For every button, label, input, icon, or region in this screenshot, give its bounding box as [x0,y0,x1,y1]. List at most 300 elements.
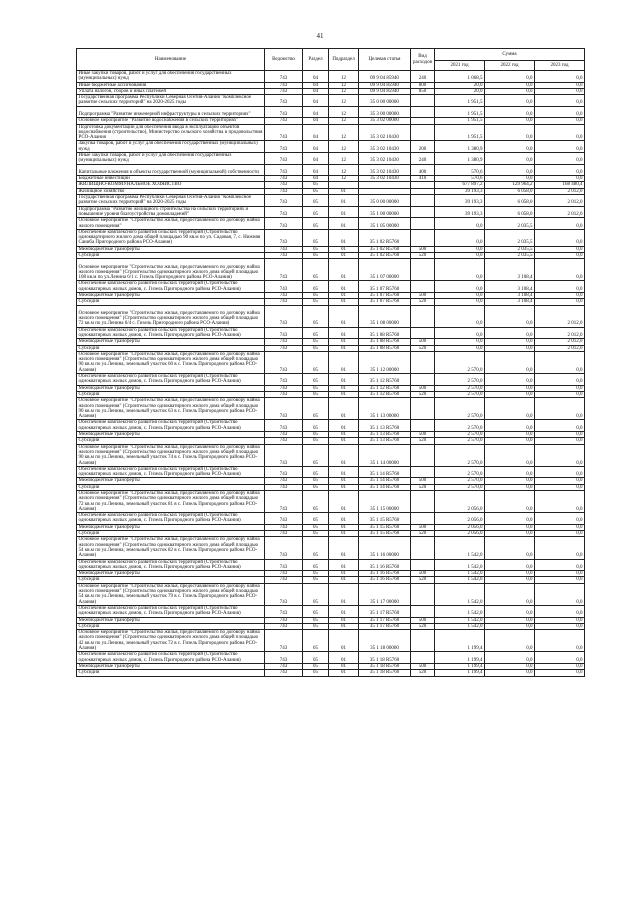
cell-ved: 743 [265,438,303,444]
cell-2023: 2 012,0 [535,327,585,339]
cell-target-article: 35 1 00 00000 [359,206,411,218]
cell-ved: 743 [265,513,303,525]
cell-name: Субсидии [77,484,265,490]
cell-expense-type [411,305,435,327]
cell-2023: 0,0 [535,531,585,537]
cell-target-article: 35 1 17 R5760 [359,623,411,629]
cell-2023: 0,0 [535,246,585,252]
cell-expense-type [411,351,435,373]
cell-target-article: 35 1 17 R5760 [359,617,411,623]
cell-2022: 0,0 [485,339,535,345]
cell-2021: 2 056,0 [435,513,485,525]
cell-podrazdel: 01 [329,374,359,386]
cell-razdel: 05 [303,206,329,218]
cell-expense-type: 200 [411,141,435,153]
cell-name: Субсидии [77,299,265,305]
cell-expense-type [411,206,435,218]
cell-expense-type: 520 [411,577,435,583]
cell-razdel: 04 [303,176,329,182]
cell-podrazdel: 01 [329,537,359,559]
cell-ved: 743 [265,339,303,345]
cell-razdel: 05 [303,623,329,629]
cell-expense-type [411,106,435,118]
cell-2023: 0,0 [535,432,585,438]
cell-name: Иные закупки товаров, работ и услуг для обеспечения государственных (муниципальных) нужд [77,71,265,83]
cell-ved: 743 [265,571,303,577]
cell-name: Межбюджетные трансферты [77,246,265,252]
cell-podrazdel: 01 [329,623,359,629]
cell-podrazdel: 01 [329,206,359,218]
table-body [77,71,585,677]
cell-razdel: 05 [303,605,329,617]
cell-target-article: 35 1 14 R5760 [359,478,411,484]
cell-expense-type [411,259,435,281]
cell-name: Закупка товаров, работ и услуг для обеспечения государственных (муниципальных) нужд [77,141,265,153]
cell-name: Межбюджетные трансферты [77,339,265,345]
cell-target-article: 35 3 02 00000 [359,118,411,124]
cell-name: Межбюджетные трансферты [77,524,265,530]
cell-ved: 743 [265,484,303,490]
cell-2023: 0,0 [535,623,585,629]
cell-2021: 20,0 [435,82,485,88]
cell-2023: 0,0 [535,605,585,617]
cell-2022: 0,0 [485,432,535,438]
cell-2021: 1 542,0 [435,617,485,623]
cell-ved: 743 [265,164,303,176]
cell-name: ЖИЛИЩНО-КОММУНАЛЬНОЕ ХОЗЯЙСТВО [77,182,265,188]
cell-2022: 0,0 [485,484,535,490]
cell-2023: 0,0 [535,491,585,513]
cell-razdel: 05 [303,438,329,444]
cell-razdel: 05 [303,571,329,577]
table-row [77,71,585,83]
cell-ved: 743 [265,583,303,605]
cell-target-article: 35 1 12 R5760 [359,391,411,397]
table-row [77,605,585,617]
cell-expense-type [411,229,435,246]
cell-ved: 743 [265,652,303,664]
cell-2021: 0,0 [435,253,485,259]
cell-razdel: 05 [303,259,329,281]
cell-expense-type: 400 [411,164,435,176]
cell-ved: 743 [265,605,303,617]
cell-expense-type: 500 [411,385,435,391]
cell-ved: 743 [265,444,303,466]
header-ved: Ведомство [265,49,303,71]
cell-ved: 743 [265,124,303,141]
cell-2021: 2 056,0 [435,491,485,513]
cell-2021: 2 570,0 [435,374,485,386]
cell-2023: 0,0 [535,141,585,153]
header-year-2023: 2023 год [535,61,585,71]
cell-razdel: 05 [303,188,329,194]
cell-podrazdel: 01 [329,305,359,327]
cell-2023: 0,0 [535,218,585,230]
cell-ved: 743 [265,218,303,230]
cell-2021: 2 570,0 [435,466,485,478]
header-name: Наименование [77,49,265,71]
cell-expense-type [411,374,435,386]
cell-ved: 743 [265,559,303,571]
cell-2022: 0,0 [485,305,535,327]
cell-target-article: 35 3 02 10430 [359,176,411,182]
cell-podrazdel: 12 [329,118,359,124]
cell-target-article: 09 9 04 85940 [359,88,411,94]
cell-name: Основное мероприятие "Строительство жилья, предоставляемого по договору найма жилого помещения" (Строительство однокватирного жилого дома общей площадью 42 кв.м по ул.Ленина, земельный участок 72 в с. Гизель Пригородного района РСО-Алания) [77,630,265,652]
cell-2021: 20,0 [435,88,485,94]
cell-name: Иные бюджетные ассигнования [77,82,265,88]
cell-name: Бюджетные инвестиции [77,176,265,182]
cell-2023: 0,0 [535,293,585,299]
table-row [77,206,585,218]
cell-target-article: 35 1 05 00000 [359,218,411,230]
cell-ved: 743 [265,293,303,299]
cell-2022: 0,0 [485,630,535,652]
cell-2022: 2 035,5 [485,218,535,230]
cell-2021: 0,0 [435,229,485,246]
cell-razdel: 05 [303,351,329,373]
cell-2023: 0,0 [535,398,585,420]
cell-2023: 0,0 [535,374,585,386]
cell-target-article: 35 1 15 R5760 [359,524,411,530]
cell-expense-type: 500 [411,524,435,530]
table-row [77,281,585,293]
table-row [77,141,585,153]
cell-podrazdel: 01 [329,484,359,490]
cell-razdel: 05 [303,577,329,583]
cell-2022: 0,0 [485,524,535,530]
cell-2022: 0,0 [485,118,535,124]
cell-2021: 1 199,4 [435,630,485,652]
cell-razdel: 04 [303,141,329,153]
cell-target-article: 35 1 15 R5760 [359,531,411,537]
cell-ved: 743 [265,491,303,513]
cell-target-article: 09 9 04 85940 [359,71,411,83]
cell-razdel: 05 [303,281,329,293]
cell-2022: 0,0 [485,559,535,571]
cell-2023: 0,0 [535,351,585,373]
cell-podrazdel: 12 [329,124,359,141]
cell-name: Обеспечение комплексного развития сельских территорий (Строительство однокватирных жилых домов, с. Гизель Пригородного района РСО-Алания) [77,420,265,432]
cell-name: Межбюджетные трансферты [77,432,265,438]
cell-2021: 2 056,0 [435,531,485,537]
cell-2021: 2 570,0 [435,432,485,438]
cell-razdel: 05 [303,630,329,652]
cell-target-article: 35 1 15 00000 [359,491,411,513]
cell-podrazdel: 12 [329,71,359,83]
cell-razdel: 05 [303,652,329,664]
cell-2021: 1 199,4 [435,663,485,669]
cell-expense-type [411,537,435,559]
cell-name: Государственная программа Республики Северная Осетия-Алания "Комплексное развитие сельских территорий" на 2020-2025 годы [77,195,265,207]
cell-podrazdel: 01 [329,385,359,391]
cell-2021: 2 570,0 [435,484,485,490]
cell-ved: 743 [265,327,303,339]
cell-razdel: 04 [303,124,329,141]
cell-razdel: 05 [303,444,329,466]
cell-2023: 0,0 [535,176,585,182]
table-header [77,49,585,71]
cell-2021: 0,0 [435,246,485,252]
cell-target-article: 35 1 12 R5760 [359,385,411,391]
cell-2023: 0,0 [535,577,585,583]
cell-podrazdel: 01 [329,188,359,194]
cell-podrazdel: 01 [329,491,359,513]
cell-2022: 2 035,5 [485,253,535,259]
cell-2022: 0,0 [485,513,535,525]
cell-2023: 0,0 [535,513,585,525]
cell-target-article: 35 1 16 R5760 [359,559,411,571]
cell-2022: 0,0 [485,438,535,444]
cell-podrazdel: 01 [329,351,359,373]
cell-podrazdel: 01 [329,432,359,438]
cell-ved: 743 [265,391,303,397]
cell-name: Основное мероприятие "Строительство жилья, предоставляемого по договору найма жилого помещения" (Строительство однокватирного жилого дома общей площадью 72 кв.м по ул.Ленина, земельный участок 81 в с. Гизель Пригородного района РСО-Алания) [77,491,265,513]
cell-expense-type [411,218,435,230]
cell-ved: 743 [265,71,303,83]
cell-2021: 677 897,2 [435,182,485,188]
cell-podrazdel: 01 [329,229,359,246]
header-razdel: Раздел [303,49,329,71]
cell-2022: 2 035,5 [485,246,535,252]
cell-expense-type: 520 [411,391,435,397]
cell-razdel: 04 [303,71,329,83]
cell-name: Субсидии [77,623,265,629]
cell-target-article: 35 3 02 10430 [359,153,411,165]
cell-name: Субсидии [77,670,265,676]
cell-podrazdel: 01 [329,299,359,305]
cell-ved: 743 [265,299,303,305]
cell-name: Основное мероприятие "Строительство жилья, предоставляемого по договору найма жилого помещения" (Строительство однокватирного жилого дома общей площадью 108 кв.м по ул.Ленина 6/1 с. Гизель Пригородного района РСО-Алания) [77,259,265,281]
cell-ved: 743 [265,281,303,293]
cell-target-article: 35 1 07 R5760 [359,299,411,305]
cell-name: Субсидии [77,345,265,351]
cell-podrazdel: 01 [329,524,359,530]
cell-target-article: 35 3 02 10430 [359,141,411,153]
cell-podrazdel: 12 [329,153,359,165]
cell-expense-type: 240 [411,153,435,165]
cell-ved: 743 [265,195,303,207]
cell-name: Подготовка документации для обеспечения ввода в эксплуатацию объектов водоснабжения (строительство), Министерство сельского хозяйства и продовольствия РСО-Алания [77,124,265,141]
cell-2022: 0,0 [485,623,535,629]
cell-razdel: 05 [303,478,329,484]
cell-razdel: 05 [303,617,329,623]
cell-2021: 1 951,5 [435,95,485,107]
cell-podrazdel: 12 [329,164,359,176]
cell-2023: 0,0 [535,391,585,397]
table-row [77,327,585,339]
cell-ved: 743 [265,374,303,386]
cell-2021: 570,6 [435,176,485,182]
cell-razdel: 04 [303,95,329,107]
cell-name: Подпрограмма "Развитие жилищного строительства на сельских территориях и повышение уровня благоустройства домовладений" [77,206,265,218]
cell-name: Обеспечение комплексного развития сельских территорий (Строительство однокватирных жилых домов, с. Гизель Пригородного района РСО-Алания) [77,559,265,571]
cell-2023: 0,0 [535,71,585,83]
cell-2023: 2 012,0 [535,339,585,345]
cell-2023: 0,0 [535,88,585,94]
cell-name: Субсидии [77,438,265,444]
table-row [77,420,585,432]
cell-name: Основное мероприятие "Строительство жилья, предоставляемого по договору найма жилого помещения" (Строительство однокватирного жилого дома общей площадью 72 кв.м по ул.Ленина 6/4 с. Гизель Пригородного района РСО-Алания) [77,305,265,327]
cell-2023: 0,0 [535,670,585,676]
cell-2022: 0,0 [485,531,535,537]
cell-2022: 2 035,5 [485,229,535,246]
cell-2023: 0,0 [535,118,585,124]
page-number: 41 [316,32,324,40]
cell-podrazdel: 01 [329,513,359,525]
cell-target-article: 35 1 08 00000 [359,305,411,327]
cell-2021: 0,0 [435,281,485,293]
cell-2022: 0,0 [485,351,535,373]
cell-expense-type [411,195,435,207]
cell-target-article: 35 0 00 00000 [359,195,411,207]
cell-expense-type [411,398,435,420]
cell-name: Основное мероприятие "Развитие водоснабжения в сельских территориях" [77,118,265,124]
cell-name: Основное мероприятие "Строительство жилья, предоставляемого по договору найма жилого помещения" (Строительство однокватирного жилого дома общей площадью 54 кв.м по ул.Ленина, земельный участок 82 в с. Гизель Пригородного района РСО-Алания) [77,537,265,559]
cell-target-article: 35 1 18 R5760 [359,652,411,664]
cell-name: Основное мероприятие "Строительство жилья, предоставляемого по договору найма жилого помещения" (Строительство однокватирного жилого дома общей площадью 54 кв.м по ул.Ленина, земельный участок 79 в с. Гизель Пригородного района РСО-Алания) [77,583,265,605]
cell-2023: 0,0 [535,106,585,118]
cell-2021: 1 199,4 [435,652,485,664]
cell-name: Обеспечение комплексного развития сельских территорий (Строительство однокватирных жилых домов, с. Гизель Пригородного района РСО-Алания) [77,374,265,386]
cell-ved: 743 [265,182,303,188]
cell-2022: 3 108,4 [485,281,535,293]
cell-2022: 129 964,2 [485,182,535,188]
table-row [77,351,585,373]
cell-name: Основное мероприятие "Строительство жилья, предоставляемого по договору найма жилого помещения" (Строительство однокватирного жилого дома общей площадью 90 кв.м по ул.Ленина, земельный участок 60 в с. Гизель Пригородного района РСО-Алания) [77,351,265,373]
cell-name: Межбюджетные трансферты [77,385,265,391]
cell-expense-type [411,420,435,432]
cell-ved: 743 [265,253,303,259]
cell-2023: 2 012,0 [535,305,585,327]
cell-ved: 743 [265,351,303,373]
cell-2022: 0,0 [485,374,535,386]
table-row [77,305,585,327]
cell-podrazdel: 01 [329,293,359,299]
cell-expense-type: 520 [411,623,435,629]
cell-target-article: 35 1 14 R5760 [359,466,411,478]
cell-2021: 0,0 [435,299,485,305]
cell-2022: 6 058,0 [485,188,535,194]
cell-target-article: 35 3 02 10430 [359,164,411,176]
table-row [77,218,585,230]
cell-podrazdel: 12 [329,141,359,153]
cell-razdel: 04 [303,106,329,118]
cell-target-article: 35 1 13 R5760 [359,420,411,432]
cell-2022: 0,0 [485,95,535,107]
table-row [77,630,585,652]
cell-target-article: 35 1 16 R5760 [359,577,411,583]
cell-ved: 743 [265,398,303,420]
cell-ved: 743 [265,524,303,530]
cell-podrazdel: 01 [329,398,359,420]
cell-target-article: 35 3 02 10430 [359,124,411,141]
cell-2023: 2 012,0 [535,345,585,351]
cell-razdel: 05 [303,293,329,299]
cell-expense-type [411,281,435,293]
cell-2021: 1 542,0 [435,623,485,629]
table-row [77,106,585,118]
cell-podrazdel: 01 [329,617,359,623]
cell-ved: 743 [265,385,303,391]
cell-expense-type: 500 [411,478,435,484]
cell-target-article: 35 1 12 R5760 [359,374,411,386]
cell-2021: 39 193,3 [435,195,485,207]
cell-ved: 743 [265,188,303,194]
cell-podrazdel: 01 [329,218,359,230]
cell-name: Межбюджетные трансферты [77,293,265,299]
cell-2023: 0,0 [535,559,585,571]
cell-2021: 1 542,0 [435,577,485,583]
cell-2022: 0,0 [485,444,535,466]
header-year-2021: 2021 год [435,61,485,71]
cell-2022: 0,0 [485,537,535,559]
cell-razdel: 04 [303,118,329,124]
cell-2021: 1 951,5 [435,124,485,141]
cell-podrazdel: 01 [329,339,359,345]
cell-expense-type [411,559,435,571]
cell-podrazdel: 01 [329,259,359,281]
table-row [77,537,585,559]
cell-podrazdel: 01 [329,438,359,444]
cell-expense-type [411,652,435,664]
table-row [77,153,585,165]
cell-podrazdel: 01 [329,253,359,259]
cell-2023: 0,0 [535,617,585,623]
cell-podrazdel: 01 [329,571,359,577]
cell-2022: 0,0 [485,663,535,669]
cell-name: Обеспечение комплексного развития сельских территорий (Строительство одноквартирного жилого дома общей площадью 90 кв.м по ул. Садовая, 7, с. Нижняя Саниба Пригородного района РСО-Алания) [77,229,265,246]
cell-name: Межбюджетные трансферты [77,663,265,669]
cell-name: Обеспечение комплексного развития сельских территорий (Строительство однокватирных жилых домов, с. Гизель Пригородного района РСО-Алания) [77,466,265,478]
cell-ved: 743 [265,88,303,94]
cell-2021: 0,0 [435,259,485,281]
cell-target-article: 35 0 00 00000 [359,95,411,107]
table-row [77,95,585,107]
cell-2022: 0,0 [485,106,535,118]
cell-podrazdel: 01 [329,583,359,605]
cell-podrazdel: 01 [329,663,359,669]
cell-podrazdel: 01 [329,478,359,484]
cell-2022: 0,0 [485,571,535,577]
cell-2022: 0,0 [485,617,535,623]
cell-expense-type: 500 [411,571,435,577]
cell-name: Основное мероприятие "Строительство жилья, предоставляемого по договору найма жилого помещения" [77,218,265,230]
header-sum: Сумма [435,49,585,61]
cell-2022: 0,0 [485,652,535,664]
cell-2023: 0,0 [535,583,585,605]
cell-2022: 0,0 [485,583,535,605]
cell-podrazdel: 01 [329,195,359,207]
cell-2023: 0,0 [535,438,585,444]
cell-2023: 0,0 [535,164,585,176]
cell-expense-type: 520 [411,484,435,490]
cell-ved: 743 [265,663,303,669]
cell-2021: 1 542,0 [435,537,485,559]
cell-2021: 39 193,3 [435,188,485,194]
cell-2022: 0,0 [485,327,535,339]
cell-2022: 0,0 [485,141,535,153]
cell-podrazdel: 12 [329,88,359,94]
cell-expense-type: 410 [411,176,435,182]
cell-expense-type [411,124,435,141]
cell-ved: 743 [265,259,303,281]
cell-razdel: 05 [303,670,329,676]
cell-name: Межбюджетные трансферты [77,617,265,623]
cell-2023: 0,0 [535,478,585,484]
table-row [77,513,585,525]
cell-name: Межбюджетные трансферты [77,571,265,577]
